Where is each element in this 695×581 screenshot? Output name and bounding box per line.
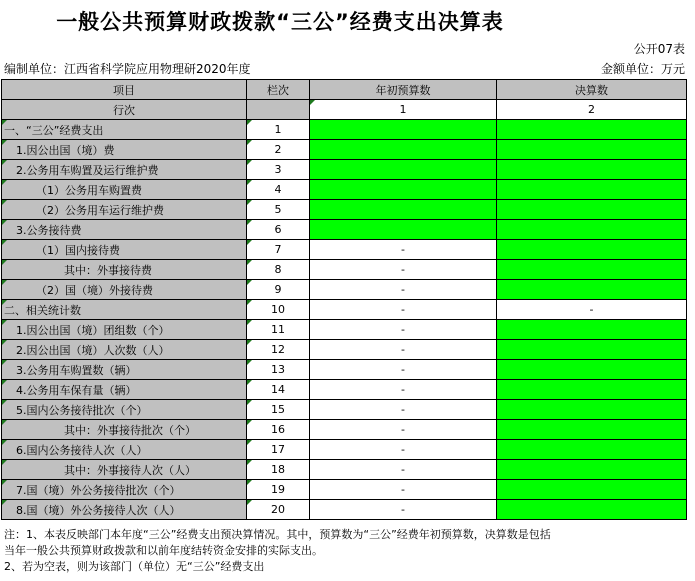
header-row [2,80,687,100]
row-line-number: 1 [247,120,310,140]
row-budget-value: - [310,260,497,280]
row-label: （1）国内接待费 [2,240,247,260]
row-final-value [497,400,687,420]
table-row [2,280,687,300]
table-row [2,220,687,240]
row-line-number: 4 [247,180,310,200]
row-line-number: 13 [247,360,310,380]
subheader-budget: 1 [310,100,497,120]
row-final-value [497,260,687,280]
row-budget-value: - [310,340,497,360]
subheader-line [247,100,310,120]
row-final-value [497,380,687,400]
row-budget-value: - [310,440,497,460]
row-budget-value: - [310,320,497,340]
row-budget-value [310,140,497,160]
table-row [2,340,687,360]
reporting-unit: 编制单位：江西省科学院应用物理研2020年度 [4,62,251,76]
row-budget-value: - [310,460,497,480]
row-label: 其中：外事接待批次（个） [2,420,247,440]
footnotes [4,527,689,575]
row-label: 6.国内公务接待人次（人） [2,440,247,460]
row-budget-value: - [310,480,497,500]
table-row [2,500,687,520]
row-budget-value [310,200,497,220]
row-final-value: - [497,300,687,320]
row-label: 其中：外事接待人次（人） [2,460,247,480]
row-budget-value [310,220,497,240]
row-label: 4.公务用车保有量（辆） [2,380,247,400]
row-line-number: 6 [247,220,310,240]
row-budget-value: - [310,280,497,300]
table-row [2,120,687,140]
row-label: 5.国内公务接待批次（个） [2,400,247,420]
row-line-number: 11 [247,320,310,340]
row-label: 2.因公出国（境）人次数（人） [2,340,247,360]
report-title: 一般公共预算财政拨款“三公”经费支出决算表 [56,10,504,34]
row-label: （1）公务用车购置费 [2,180,247,200]
row-final-value [497,420,687,440]
subheader-item: 行次 [2,100,247,120]
row-budget-value [310,160,497,180]
row-line-number: 20 [247,500,310,520]
row-line-number: 15 [247,400,310,420]
row-label: （2）公务用车运行维护费 [2,200,247,220]
row-budget-value: - [310,300,497,320]
row-final-value [497,340,687,360]
row-final-value [497,500,687,520]
row-final-value [497,280,687,300]
header-final: 决算数 [497,80,687,100]
row-line-number: 3 [247,160,310,180]
row-line-number: 18 [247,460,310,480]
table-row [2,400,687,420]
row-label: 7.国（境）外公务接待批次（个） [2,480,247,500]
row-label: 一、“三公”经费支出 [2,120,247,140]
table-row [2,440,687,460]
header-budget: 年初预算数 [310,80,497,100]
row-line-number: 17 [247,440,310,460]
row-final-value [497,320,687,340]
subheader-row [2,100,687,120]
row-line-number: 8 [247,260,310,280]
subheader-final: 2 [497,100,687,120]
row-budget-value: - [310,240,497,260]
row-label: （2）国（境）外接待费 [2,280,247,300]
header-item: 项目 [2,80,247,100]
table-row [2,420,687,440]
table-row [2,380,687,400]
row-label: 二、相关统计数 [2,300,247,320]
table-row [2,360,687,380]
row-line-number: 7 [247,240,310,260]
row-final-value [497,480,687,500]
row-final-value [497,200,687,220]
row-label: 3.公务用车购置数（辆） [2,360,247,380]
row-label: 其中：外事接待费 [2,260,247,280]
row-label: 8.国（境）外公务接待人次（人） [2,500,247,520]
row-line-number: 10 [247,300,310,320]
row-label: 1.因公出国（境）费 [2,140,247,160]
table-row [2,260,687,280]
row-budget-value [310,180,497,200]
row-line-number: 16 [247,420,310,440]
table-row [2,180,687,200]
row-final-value [497,240,687,260]
row-line-number: 5 [247,200,310,220]
footnote-line: 当年一般公共预算财政拨款和以前年度结转资金安排的实际支出。 [4,544,323,557]
footnote-line: 注：1、本表反映部门本年度“三公”经费支出预决算情况。其中，预算数为“三公”经费年初预算数，决算数是包括 [4,528,551,541]
row-label: 2.公务用车购置及运行维护费 [2,160,247,180]
row-final-value [497,160,687,180]
row-budget-value: - [310,400,497,420]
row-line-number: 9 [247,280,310,300]
table-row [2,140,687,160]
row-line-number: 12 [247,340,310,360]
header-line: 栏次 [247,80,310,100]
row-label: 1.因公出国（境）团组数（个） [2,320,247,340]
amount-unit: 金额单位：万元 [600,62,685,76]
table-row [2,200,687,220]
table-row [2,300,687,320]
row-final-value [497,180,687,200]
row-final-value [497,220,687,240]
table-row [2,320,687,340]
footnote-line: 2、若为空表，则为该部门（单位）无“三公”经费支出 [4,560,265,573]
row-final-value [497,140,687,160]
form-number: 公开07表 [633,42,685,56]
row-final-value [497,460,687,480]
row-final-value [497,360,687,380]
expense-table [1,79,687,520]
table-row [2,240,687,260]
row-label: 3.公务接待费 [2,220,247,240]
table-row [2,480,687,500]
row-budget-value: - [310,360,497,380]
table-row [2,460,687,480]
table-row [2,160,687,180]
row-budget-value [310,120,497,140]
row-final-value [497,120,687,140]
row-line-number: 2 [247,140,310,160]
row-budget-value: - [310,380,497,400]
row-line-number: 19 [247,480,310,500]
row-budget-value: - [310,420,497,440]
row-line-number: 14 [247,380,310,400]
row-budget-value: - [310,500,497,520]
row-final-value [497,440,687,460]
